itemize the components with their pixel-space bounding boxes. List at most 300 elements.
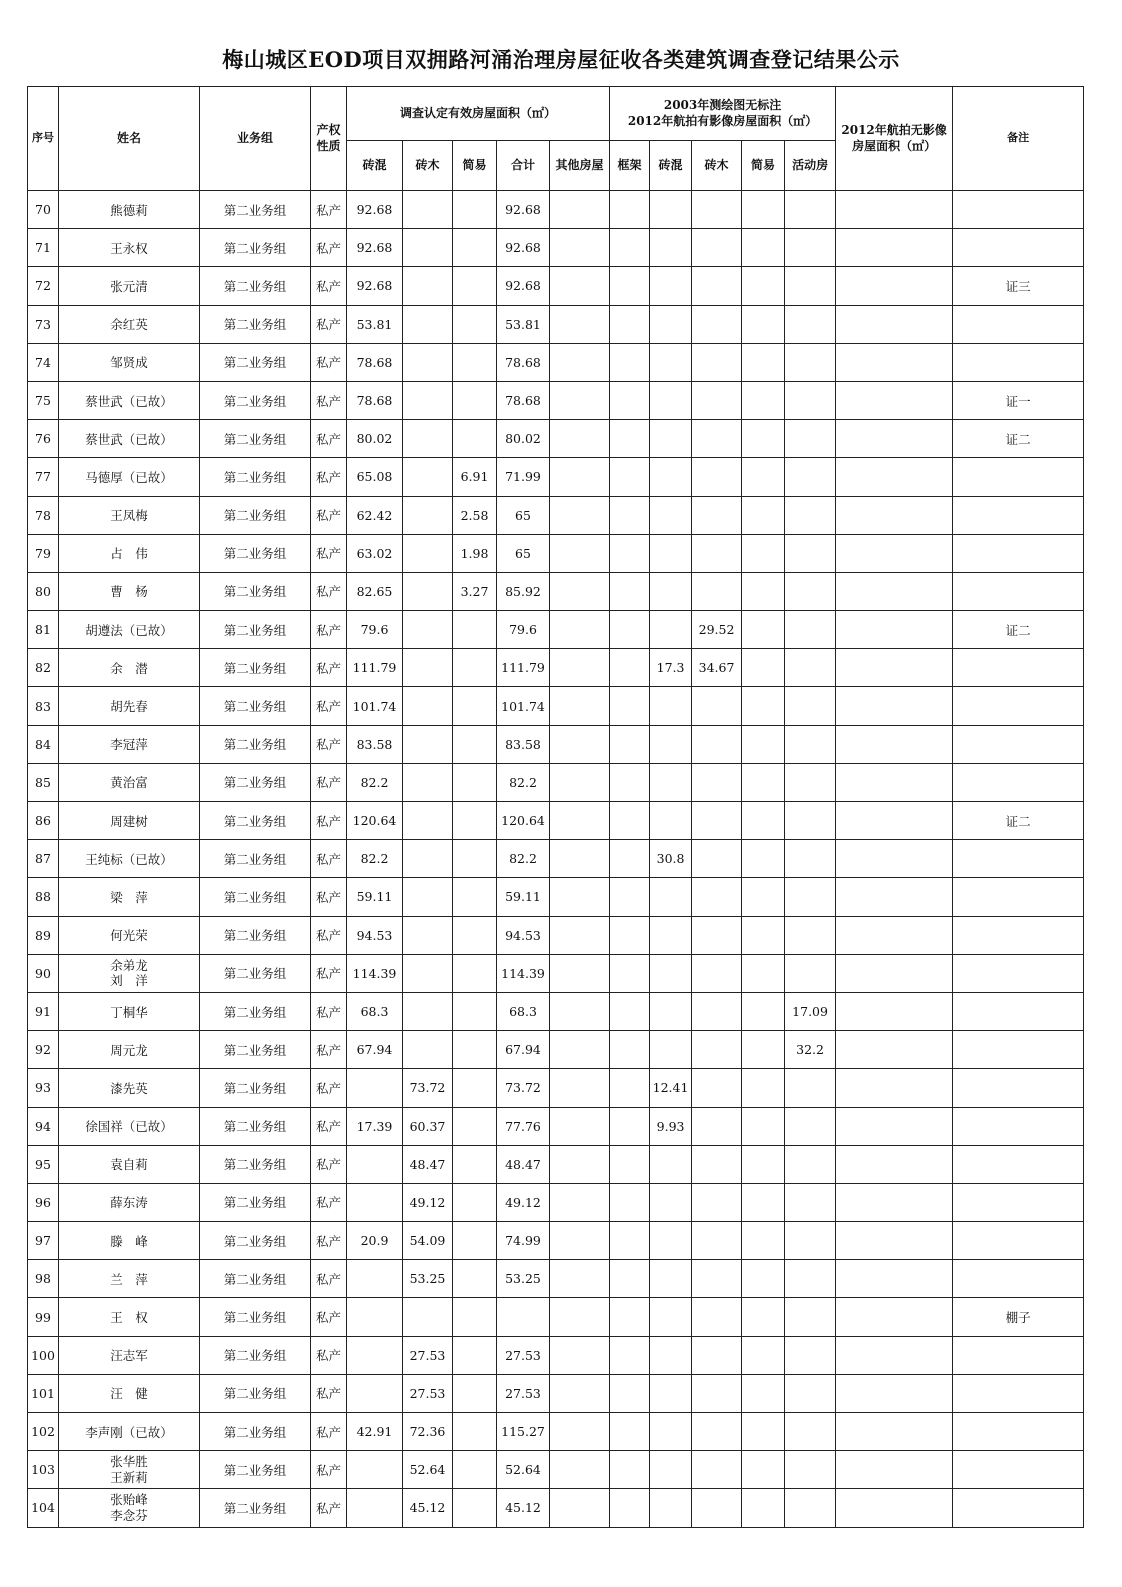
cell-total: 82.2 [497,763,550,801]
cell-other-housing [550,1183,610,1221]
cell-remark [953,1222,1084,1260]
cell-aerial-no-image [836,687,953,725]
cell-brick-wood [403,649,453,687]
cell-remark [953,534,1084,572]
cell-seq: 71 [28,229,59,267]
cell-simple [453,878,497,916]
cell-name [59,458,200,496]
cell-seq: 70 [28,191,59,229]
cell-seq: 101 [28,1374,59,1412]
cell-brick-concrete-2003 [650,1031,692,1069]
cell-name-line: 张贻峰 [110,1492,148,1508]
cell-brick-concrete-2003 [650,267,692,305]
cell-total: 27.53 [497,1336,550,1374]
cell-mobile-house [785,458,836,496]
cell-simple-2003 [742,1183,785,1221]
cell-brick-concrete-2003 [650,1374,692,1412]
subheader-frame: 框架 [610,141,650,191]
cell-seq: 102 [28,1413,59,1451]
cell-remark [953,687,1084,725]
table-row [28,954,1084,992]
cell-aerial-no-image [836,878,953,916]
cell-property: 私产 [311,1222,347,1260]
cell-mobile-house [785,1374,836,1412]
cell-brick-wood-2003 [692,420,742,458]
cell-name-line: 刘 洋 [110,973,148,989]
cell-total: 83.58 [497,725,550,763]
cell-total: 52.64 [497,1451,550,1489]
cell-name [59,267,200,305]
cell-aerial-no-image [836,1183,953,1221]
cell-aerial-no-image [836,229,953,267]
cell-remark [953,916,1084,954]
table-row [28,840,1084,878]
cell-aerial-no-image [836,802,953,840]
cell-frame [610,1183,650,1221]
cell-mobile-house [785,343,836,381]
cell-brick-wood: 49.12 [403,1183,453,1221]
cell-brick-concrete [347,1260,403,1298]
cell-brick-concrete: 79.6 [347,611,403,649]
cell-brick-wood [403,878,453,916]
cell-simple [453,267,497,305]
cell-brick-wood-2003 [692,1183,742,1221]
cell-name-line: 王新莉 [110,1469,148,1485]
cell-name-line: 余弟龙 [110,957,148,973]
cell-frame [610,343,650,381]
cell-brick-wood-2003 [692,1374,742,1412]
cell-simple [453,1374,497,1412]
cell-property: 私产 [311,1298,347,1336]
cell-brick-wood [403,496,453,534]
cell-group: 第二业务组 [200,381,311,419]
table-row [28,649,1084,687]
cell-name [59,878,200,916]
cell-mobile-house [785,229,836,267]
cell-brick-wood: 54.09 [403,1222,453,1260]
table-row [28,992,1084,1030]
cell-mobile-house [785,954,836,992]
cell-aerial-no-image [836,305,953,343]
cell-brick-concrete-2003: 17.3 [650,649,692,687]
cell-brick-wood-2003 [692,572,742,610]
cell-brick-concrete: 114.39 [347,954,403,992]
cell-brick-wood-2003 [692,1069,742,1107]
cell-brick-concrete: 82.2 [347,840,403,878]
subheader-simple-2003: 简易 [742,141,785,191]
cell-brick-wood-2003 [692,305,742,343]
cell-simple [453,381,497,419]
cell-simple [453,343,497,381]
cell-brick-wood [403,420,453,458]
cell-total: 73.72 [497,1069,550,1107]
cell-brick-wood: 27.53 [403,1336,453,1374]
cell-frame [610,840,650,878]
cell-simple-2003 [742,1260,785,1298]
table-row [28,572,1084,610]
cell-name [59,1031,200,1069]
cell-simple [453,1298,497,1336]
cell-brick-concrete: 92.68 [347,267,403,305]
cell-simple-2003 [742,1222,785,1260]
cell-brick-wood: 73.72 [403,1069,453,1107]
cell-mobile-house [785,1489,836,1527]
cell-remark [953,496,1084,534]
cell-brick-concrete [347,1451,403,1489]
cell-remark [953,763,1084,801]
cell-name-line: 张元清 [110,278,148,294]
cell-brick-wood-2003 [692,267,742,305]
cell-brick-wood [403,725,453,763]
cell-name [59,191,200,229]
cell-frame [610,687,650,725]
cell-seq: 99 [28,1298,59,1336]
header-group: 业务组 [200,87,311,191]
cell-remark [953,1031,1084,1069]
cell-name-line: 胡遵法（已故） [85,622,173,638]
cell-mobile-house [785,611,836,649]
cell-property: 私产 [311,1069,347,1107]
cell-other-housing [550,267,610,305]
cell-brick-concrete: 53.81 [347,305,403,343]
cell-name [59,343,200,381]
table-row [28,802,1084,840]
cell-remark: 证二 [953,802,1084,840]
cell-aerial-no-image [836,381,953,419]
cell-group: 第二业务组 [200,611,311,649]
cell-aerial-no-image [836,1107,953,1145]
cell-brick-wood-2003 [692,916,742,954]
cell-brick-wood [403,840,453,878]
table-row [28,1069,1084,1107]
cell-mobile-house [785,1413,836,1451]
table-row [28,1031,1084,1069]
cell-simple [453,1183,497,1221]
cell-name-line: 黄治富 [110,775,148,791]
cell-brick-wood-2003 [692,496,742,534]
cell-name [59,1298,200,1336]
cell-aerial-no-image [836,1374,953,1412]
cell-group: 第二业务组 [200,1222,311,1260]
cell-property: 私产 [311,1489,347,1527]
cell-brick-wood-2003 [692,1145,742,1183]
cell-mobile-house [785,763,836,801]
cell-total: 92.68 [497,267,550,305]
cell-seq: 72 [28,267,59,305]
cell-group: 第二业务组 [200,878,311,916]
cell-brick-wood [403,802,453,840]
table-row [28,1413,1084,1451]
cell-brick-concrete: 78.68 [347,381,403,419]
cell-name-line: 王永权 [110,240,148,256]
cell-brick-wood-2003 [692,763,742,801]
cell-other-housing [550,687,610,725]
cell-simple-2003 [742,267,785,305]
cell-brick-concrete [347,1489,403,1527]
cell-total: 82.2 [497,840,550,878]
cell-group: 第二业务组 [200,1336,311,1374]
cell-brick-wood-2003 [692,725,742,763]
cell-simple: 2.58 [453,496,497,534]
cell-brick-wood [403,687,453,725]
cell-remark: 证三 [953,267,1084,305]
cell-other-housing [550,305,610,343]
cell-seq: 73 [28,305,59,343]
cell-other-housing [550,1336,610,1374]
table-row [28,611,1084,649]
cell-group: 第二业务组 [200,1260,311,1298]
cell-property: 私产 [311,1145,347,1183]
cell-simple [453,1336,497,1374]
cell-remark [953,305,1084,343]
header-aerial-line2: 房屋面积（㎡） [852,138,937,153]
cell-frame [610,381,650,419]
cell-total: 59.11 [497,878,550,916]
cell-total: 48.47 [497,1145,550,1183]
cell-name [59,611,200,649]
cell-group: 第二业务组 [200,763,311,801]
cell-mobile-house [785,534,836,572]
cell-name [59,763,200,801]
cell-property: 私产 [311,649,347,687]
cell-remark [953,572,1084,610]
cell-simple-2003 [742,1413,785,1451]
cell-brick-concrete-2003 [650,343,692,381]
cell-name-line: 余红英 [110,317,148,333]
cell-total: 53.25 [497,1260,550,1298]
cell-simple [453,802,497,840]
cell-other-housing [550,916,610,954]
cell-name-line: 汪志军 [110,1348,148,1364]
cell-total: 53.81 [497,305,550,343]
cell-aerial-no-image [836,343,953,381]
cell-group: 第二业务组 [200,840,311,878]
cell-other-housing [550,1489,610,1527]
cell-other-housing [550,611,610,649]
cell-name [59,305,200,343]
table-row [28,229,1084,267]
cell-simple-2003 [742,649,785,687]
cell-simple-2003 [742,381,785,419]
subheader-brick-wood-2003: 砖木 [692,141,742,191]
cell-brick-wood-2003 [692,458,742,496]
cell-total: 68.3 [497,992,550,1030]
cell-name [59,1336,200,1374]
survey-result-table [27,86,1084,1528]
cell-name-line: 胡先春 [110,699,148,715]
cell-total [497,1298,550,1336]
cell-frame [610,878,650,916]
table-row [28,1451,1084,1489]
cell-mobile-house [785,1183,836,1221]
cell-brick-concrete-2003 [650,572,692,610]
cell-other-housing [550,1260,610,1298]
cell-name-line: 王凤梅 [110,508,148,524]
cell-property: 私产 [311,1336,347,1374]
cell-total: 111.79 [497,649,550,687]
cell-other-housing [550,992,610,1030]
cell-total: 94.53 [497,916,550,954]
cell-brick-wood-2003 [692,1413,742,1451]
cell-name [59,954,200,992]
cell-group: 第二业务组 [200,687,311,725]
cell-brick-wood [403,458,453,496]
cell-brick-concrete-2003 [650,1336,692,1374]
cell-name-line: 徐国祥（已故） [85,1119,173,1135]
cell-brick-concrete: 92.68 [347,191,403,229]
cell-brick-wood: 72.36 [403,1413,453,1451]
subheader-other-housing: 其他房屋 [550,141,610,191]
cell-simple-2003 [742,878,785,916]
cell-brick-concrete-2003 [650,458,692,496]
cell-name-line: 滕 峰 [110,1233,148,1249]
table-row [28,1183,1084,1221]
cell-name [59,1222,200,1260]
cell-brick-wood: 27.53 [403,1374,453,1412]
cell-remark [953,992,1084,1030]
cell-other-housing [550,1069,610,1107]
cell-name [59,534,200,572]
cell-frame [610,229,650,267]
cell-frame [610,802,650,840]
cell-property: 私产 [311,572,347,610]
cell-brick-concrete: 63.02 [347,534,403,572]
cell-group: 第二业务组 [200,1298,311,1336]
cell-mobile-house [785,725,836,763]
cell-name-line: 王 权 [110,1310,148,1326]
cell-mobile-house [785,381,836,419]
cell-brick-concrete: 78.68 [347,343,403,381]
cell-mobile-house [785,802,836,840]
cell-brick-concrete: 120.64 [347,802,403,840]
cell-aerial-no-image [836,1260,953,1298]
table-row [28,420,1084,458]
cell-brick-wood [403,381,453,419]
cell-group: 第二业务组 [200,229,311,267]
table-body [28,191,1084,1528]
cell-frame [610,763,650,801]
subheader-mobile-house: 活动房 [785,141,836,191]
cell-mobile-house [785,840,836,878]
cell-brick-wood: 53.25 [403,1260,453,1298]
cell-name-line: 汪 健 [110,1386,148,1402]
cell-group: 第二业务组 [200,1413,311,1451]
cell-total: 120.64 [497,802,550,840]
cell-name [59,992,200,1030]
cell-group: 第二业务组 [200,534,311,572]
cell-aerial-no-image [836,1069,953,1107]
cell-name [59,1260,200,1298]
cell-name [59,687,200,725]
cell-other-housing [550,229,610,267]
cell-simple-2003 [742,572,785,610]
cell-brick-concrete: 65.08 [347,458,403,496]
cell-simple-2003 [742,840,785,878]
cell-seq: 78 [28,496,59,534]
cell-aerial-no-image [836,1336,953,1374]
cell-brick-wood-2003 [692,1336,742,1374]
cell-total: 27.53 [497,1374,550,1412]
cell-name-line: 蔡世武（已故） [85,393,173,409]
cell-simple [453,763,497,801]
cell-name [59,496,200,534]
cell-frame [610,1336,650,1374]
cell-frame [610,267,650,305]
page-title: 梅山城区EOD项目双拥路河涌治理房屋征收各类建筑调查登记结果公示 [222,47,900,72]
cell-simple-2003 [742,1069,785,1107]
cell-seq: 95 [28,1145,59,1183]
cell-property: 私产 [311,1107,347,1145]
cell-other-housing [550,572,610,610]
cell-remark [953,725,1084,763]
cell-brick-concrete-2003 [650,916,692,954]
cell-brick-concrete-2003: 12.41 [650,1069,692,1107]
cell-simple [453,916,497,954]
cell-remark [953,954,1084,992]
cell-brick-wood [403,916,453,954]
cell-group: 第二业务组 [200,1183,311,1221]
cell-simple-2003 [742,1336,785,1374]
cell-remark [953,1260,1084,1298]
cell-frame [610,1107,650,1145]
cell-frame [610,420,650,458]
cell-simple-2003 [742,458,785,496]
cell-simple-2003 [742,763,785,801]
table-row [28,763,1084,801]
cell-remark [953,191,1084,229]
cell-aerial-no-image [836,267,953,305]
cell-frame [610,305,650,343]
cell-total: 79.6 [497,611,550,649]
cell-mobile-house [785,1451,836,1489]
cell-brick-wood [403,954,453,992]
cell-brick-wood: 48.47 [403,1145,453,1183]
cell-remark [953,229,1084,267]
cell-aerial-no-image [836,725,953,763]
cell-brick-concrete-2003 [650,992,692,1030]
cell-frame [610,191,650,229]
cell-seq: 77 [28,458,59,496]
header-survey-area: 调查认定有效房屋面积（㎡） [347,87,610,141]
cell-brick-wood [403,305,453,343]
header-2003-map-line1: 2003年测绘图无标注 [663,97,782,112]
cell-brick-concrete: 82.2 [347,763,403,801]
cell-property: 私产 [311,229,347,267]
cell-other-housing [550,1031,610,1069]
cell-seq: 81 [28,611,59,649]
cell-name [59,1069,200,1107]
cell-property: 私产 [311,420,347,458]
subheader-brick-wood: 砖木 [403,141,453,191]
cell-brick-concrete: 83.58 [347,725,403,763]
cell-name-line: 蔡世武（已故） [85,431,173,447]
cell-aerial-no-image [836,1145,953,1183]
cell-brick-concrete-2003 [650,305,692,343]
cell-name-line: 占 伟 [110,546,148,562]
cell-total: 115.27 [497,1413,550,1451]
cell-seq: 90 [28,954,59,992]
cell-brick-wood-2003 [692,878,742,916]
cell-remark [953,649,1084,687]
cell-seq: 100 [28,1336,59,1374]
cell-group: 第二业务组 [200,496,311,534]
cell-brick-concrete [347,1374,403,1412]
cell-name-line: 漆先英 [110,1080,148,1096]
subheader-brick-concrete-2003: 砖混 [650,141,692,191]
cell-group: 第二业务组 [200,1451,311,1489]
cell-simple [453,1451,497,1489]
cell-total: 45.12 [497,1489,550,1527]
